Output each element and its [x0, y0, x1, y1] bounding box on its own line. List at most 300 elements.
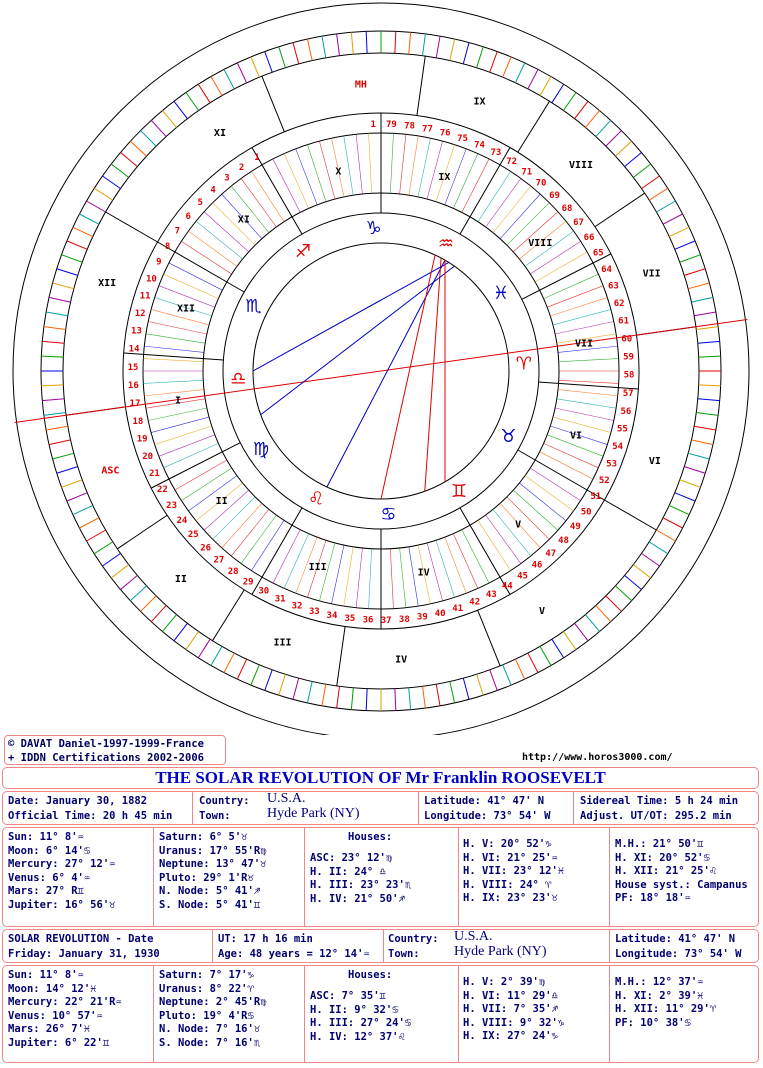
revolution-saturn: Saturn: 7° 17'♑: [159, 969, 254, 981]
degree-tick: [53, 453, 74, 459]
house-label: IV: [417, 567, 430, 579]
degree-tick: [606, 596, 622, 612]
degree-ray: [344, 136, 353, 195]
degree-number: 45: [517, 571, 528, 582]
degree-tick: [552, 639, 564, 658]
degree-number: 72: [506, 157, 518, 168]
website-link[interactable]: http://www.horos3000.com/: [522, 752, 673, 763]
degree-ray: [143, 359, 203, 362]
zodiac-sign-glyph: ♎: [230, 368, 247, 390]
degree-tick: [151, 120, 166, 136]
revolution-mc: M.H.: 12° 37'♒: [615, 976, 704, 988]
degree-ray: [418, 138, 430, 197]
degree-tick: [698, 341, 720, 343]
degree-ray: [164, 443, 219, 467]
degree-number: 51: [590, 492, 602, 502]
revolution-houses-col1: [310, 990, 411, 1044]
degree-tick: [337, 34, 340, 56]
degree-tick: [62, 480, 83, 488]
copyright-line-1: © DAVAT Daniel-1997-1999-France: [8, 738, 204, 750]
degree-tick: [174, 623, 187, 640]
degree-tick: [265, 52, 273, 73]
degree-tick: [102, 553, 120, 566]
natal-sidereal: Sidereal Time: 5 h 24 min: [580, 795, 739, 807]
revolution-house-5: H. V: 2° 39'♍: [463, 976, 546, 988]
degree-tick: [57, 467, 78, 474]
natal-asc: ASC: 23° 12'♍: [310, 852, 393, 864]
degree-tick: [663, 214, 683, 224]
degree-number: 59: [623, 352, 634, 363]
degree-ray: [559, 359, 619, 362]
revolution-houses-col2: [463, 976, 564, 1044]
degree-tick: [279, 47, 286, 68]
zodiac-sign-glyph: ♈: [515, 353, 532, 375]
revolution-venus: Venus: 10° 57'♒: [8, 1009, 103, 1022]
degree-tick: [656, 530, 675, 541]
degree-ray: [151, 417, 209, 433]
revolution-longitude: Longitude: 73° 54' W: [615, 948, 742, 960]
revolution-houses-title: Houses:: [348, 969, 393, 981]
natal-planets-col2: [159, 831, 266, 912]
degree-tick: [111, 164, 128, 177]
degree-tick: [503, 57, 511, 77]
natal-venus: Venus: 6° 4'♒: [8, 871, 91, 884]
degree-number: 15: [127, 362, 139, 373]
degree-number: 13: [131, 326, 142, 337]
revolution-jupiter: Jupiter: 6° 22'♊: [8, 1036, 110, 1049]
degree-number: 7: [174, 226, 181, 237]
degree-number: 46: [531, 560, 543, 571]
degree-number: 8: [164, 241, 171, 252]
degree-ray: [251, 171, 284, 221]
degree-number: 56: [620, 406, 632, 417]
revolution-planets-col1: [8, 969, 122, 1050]
degree-tick: [174, 101, 187, 118]
degree-tick: [641, 176, 659, 189]
degree-tick: [490, 52, 498, 73]
degree-number: 17: [129, 399, 141, 410]
revolution-age: Age: 48 years = 12° 14'♒: [218, 948, 370, 960]
degree-tick: [79, 214, 99, 224]
degree-tick: [94, 542, 113, 554]
degree-number: 25: [187, 530, 199, 541]
degree-ray: [143, 380, 203, 383]
degree-tick: [698, 399, 720, 401]
degree-number: 71: [521, 167, 533, 178]
degree-number: 61: [618, 316, 630, 327]
degree-tick: [625, 152, 642, 166]
degree-tick: [41, 356, 63, 357]
degree-tick: [94, 188, 113, 200]
degree-ray: [544, 274, 599, 298]
revolution-latitude: Latitude: 41° 47' N: [615, 933, 736, 945]
degree-ray: [550, 297, 607, 316]
degree-tick: [46, 312, 68, 316]
degree-ray: [453, 534, 477, 589]
degree-tick: [691, 297, 712, 302]
degree-ray: [559, 380, 619, 383]
degree-ray: [273, 159, 300, 212]
degree-number: 21: [149, 468, 160, 479]
degree-number: 4: [210, 185, 216, 196]
house-label: XII: [98, 278, 117, 290]
degree-number: 2: [238, 162, 245, 173]
degree-ray: [555, 408, 614, 420]
revolution-house-4: H. IV: 12° 37'♌: [310, 1030, 405, 1043]
revolution-house-7: H. VII: 7° 35'♐: [463, 1003, 558, 1015]
degree-tick: [515, 63, 524, 83]
degree-number: 55: [617, 424, 628, 435]
degree-tick: [463, 43, 469, 64]
degree-tick: [696, 327, 718, 330]
natal-country: U.S.A.: [267, 791, 306, 806]
natal-jupiter: Jupiter: 16° 56'♉: [8, 898, 116, 911]
degree-ray: [144, 346, 204, 352]
degree-tick: [699, 385, 721, 386]
degree-tick: [62, 255, 83, 263]
natal-latitude: Latitude: 41° 47' N: [424, 795, 545, 807]
degree-tick: [49, 297, 70, 302]
natal-house-system: House syst.: Campanus: [615, 878, 748, 891]
degree-number: 37: [380, 615, 392, 626]
natal-houses-col2: [463, 838, 564, 906]
degree-tick: [528, 653, 538, 673]
house-label: VI: [569, 430, 582, 442]
degree-ray: [284, 534, 308, 589]
degree-tick: [684, 467, 705, 474]
degree-number: 62: [613, 298, 625, 309]
natal-house-4: H. IV: 21° 50'♐: [310, 892, 405, 905]
degree-ray: [155, 426, 212, 445]
natal-date: Date: January 30, 1882: [8, 795, 148, 807]
degree-tick: [42, 341, 64, 343]
degree-tick: [540, 646, 551, 665]
degree-tick: [44, 413, 66, 416]
copyright-box: [4, 735, 226, 765]
degree-tick: [575, 623, 588, 640]
degree-number: 40: [434, 608, 446, 619]
degree-number: 39: [416, 612, 428, 623]
degree-ray: [319, 141, 335, 199]
degree-number: 77: [422, 124, 433, 135]
house-cusp: [478, 610, 500, 666]
degree-ray: [462, 159, 489, 212]
degree-ray: [356, 134, 362, 194]
degree-ray: [409, 136, 418, 195]
degree-tick: [141, 131, 157, 147]
house-label: XI: [213, 128, 226, 140]
natal-houses-title: Houses:: [348, 831, 393, 843]
degree-tick: [596, 605, 611, 621]
degree-ray: [427, 141, 443, 199]
natal-planets-col1: [8, 831, 115, 912]
natal-time: Official Time: 20 h 45 min: [8, 810, 173, 822]
zodiac-sign-glyph: ♓: [492, 283, 510, 305]
revolution-country-label: Country:: [388, 933, 439, 945]
natal-longitude: Longitude: 73° 54' W: [424, 810, 551, 822]
revolution-north-node: N. Node: 7° 16'♉: [159, 1023, 261, 1035]
degree-tick: [162, 615, 176, 632]
degree-tick: [211, 77, 222, 96]
degree-tick: [649, 542, 668, 554]
natal-mars: Mars: 27° R♊: [8, 885, 84, 897]
aspect-line: [261, 266, 455, 415]
degree-ray: [273, 530, 300, 583]
degree-tick: [503, 665, 511, 685]
degree-ray: [332, 545, 344, 604]
zodiac-sign-glyph: ♊: [450, 480, 467, 502]
degree-number: 26: [200, 543, 212, 554]
revolution-house-3: H. III: 27° 24'♋: [310, 1017, 412, 1029]
degree-tick: [151, 605, 166, 621]
degree-tick: [293, 678, 299, 699]
degree-number: 58: [623, 370, 635, 381]
degree-ray: [540, 452, 593, 479]
degree-ray: [369, 549, 372, 609]
degree-number: 69: [549, 190, 560, 201]
natal-mc: M.H.: 21° 50'♊: [615, 838, 704, 850]
degree-ray: [400, 134, 406, 194]
degree-number: 79: [385, 120, 397, 131]
revolution-label: SOLAR REVOLUTION - Date: [8, 933, 154, 945]
degree-tick: [251, 665, 259, 685]
revolution-pf: PF: 10° 38'♋: [615, 1016, 691, 1029]
degree-ray: [148, 408, 207, 420]
degree-tick: [279, 674, 286, 695]
revolution-country: U.S.A.: [454, 929, 493, 944]
house-label: IX: [473, 96, 486, 108]
degree-number: 1: [370, 120, 376, 131]
degree-tick: [615, 586, 631, 601]
revolution-uranus: Uranus: 8° 22'♈: [159, 982, 254, 995]
degree-tick: [684, 269, 705, 276]
degree-tick: [694, 312, 716, 316]
degree-tick: [102, 176, 120, 189]
degree-number: 16: [127, 380, 139, 391]
degree-number: 50: [580, 507, 592, 518]
house-label: VIII: [569, 159, 594, 171]
degree-tick: [463, 678, 469, 699]
degree-tick: [162, 111, 176, 128]
natal-house-5: H. V: 20° 52'♑: [463, 838, 552, 850]
house-label: VII: [642, 268, 661, 280]
degree-number: 63: [608, 281, 619, 292]
house-cusp: [522, 254, 611, 299]
degree-number: 64: [601, 264, 612, 275]
revolution-town: Hyde Park (NY): [454, 944, 547, 959]
house-label: V: [515, 519, 522, 531]
natal-mercury: Mercury: 27° 12'♒: [8, 858, 116, 870]
degree-tick: [656, 201, 675, 212]
degree-number: 31: [274, 594, 286, 605]
house-cusp: [595, 193, 645, 227]
degree-tick: [675, 241, 695, 249]
degree-number: 33: [308, 606, 320, 617]
degree-tick: [633, 565, 650, 578]
degree-tick: [490, 670, 498, 691]
degree-tick: [322, 684, 326, 706]
degree-ray: [544, 443, 599, 467]
house-cusp: [151, 443, 240, 488]
degree-number: 49: [569, 522, 581, 533]
degree-tick: [237, 63, 246, 83]
degree-ray: [159, 435, 215, 457]
degree-tick: [337, 686, 340, 708]
degree-tick: [186, 92, 199, 110]
house-label: X: [335, 166, 342, 178]
revolution-planets-col2: [159, 969, 266, 1050]
natal-pluto: Pluto: 29° 1'R♉: [159, 871, 254, 884]
degree-number: 78: [404, 121, 415, 132]
house-cusp: [106, 212, 158, 242]
degree-tick: [436, 684, 440, 706]
degree-number: 38: [398, 614, 410, 625]
revolution-house-11: H. XI: 2° 39'♓: [615, 989, 704, 1002]
degree-number: 53: [606, 459, 618, 470]
house-cusp: [417, 56, 425, 115]
revolution-house-12: H. XII: 11° 29'♈: [615, 1003, 717, 1015]
degree-tick: [606, 131, 622, 147]
degree-tick: [307, 39, 312, 60]
natal-house-12: H. XII: 21° 25'♌: [615, 865, 717, 877]
revolution-info-box: [2, 929, 759, 963]
revolution-positions-box: [2, 965, 759, 1063]
revolution-neptune: Neptune: 2° 45'R♍: [159, 996, 267, 1008]
degree-tick: [696, 413, 718, 416]
degree-tick: [121, 152, 138, 166]
degree-tick: [224, 653, 234, 673]
natal-adjust: Adjust. UT/OT: 295.2 min: [580, 810, 732, 822]
degree-tick: [436, 36, 440, 58]
degree-number: 32: [291, 601, 303, 612]
degree-tick: [395, 31, 396, 53]
revolution-houses-col3: [615, 976, 716, 1030]
degree-number: 42: [469, 597, 481, 608]
house-label: IX: [438, 172, 451, 184]
degree-tick: [366, 31, 367, 53]
degree-tick: [366, 689, 367, 711]
degree-number: 35: [344, 614, 356, 625]
degree-number: 23: [166, 500, 178, 511]
degree-tick: [691, 440, 712, 445]
natal-town-label: Town:: [199, 810, 231, 822]
degree-number: 73: [490, 148, 502, 159]
house-label: XI: [237, 214, 250, 226]
degree-tick: [53, 283, 74, 289]
degree-ray: [148, 322, 207, 334]
degree-tick: [67, 493, 87, 501]
degree-number: 75: [457, 133, 468, 144]
degree-tick: [615, 141, 631, 156]
degree-ray: [251, 520, 284, 570]
degree-ray: [390, 133, 393, 193]
degree-tick: [41, 385, 63, 386]
degree-tick: [585, 111, 599, 128]
natal-house-2: H. II: 24° ♎: [310, 865, 386, 878]
natal-house-8: H. VIII: 24° ♈: [463, 878, 552, 891]
page-title: THE SOLAR REVOLUTION OF Mr Franklin ROOSEVELT: [2, 767, 759, 789]
degree-tick: [237, 659, 246, 679]
degree-number: 22: [157, 485, 168, 496]
degree-ray: [146, 334, 205, 343]
degree-ray: [169, 263, 222, 290]
degree-number: 44: [501, 581, 513, 592]
revolution-house-6: H. VI: 11° 29'♎: [463, 989, 558, 1002]
revolution-ut: UT: 17 h 16 min: [218, 933, 313, 945]
degree-ray: [445, 537, 467, 593]
degree-ray: [478, 520, 511, 570]
degree-number: 57: [622, 388, 634, 399]
degree-ray: [356, 548, 362, 608]
degree-number: 30: [258, 586, 270, 597]
degree-ray: [478, 171, 511, 221]
house-cusp: [337, 626, 345, 685]
degree-ray: [557, 399, 616, 408]
degree-tick: [87, 530, 106, 541]
natal-uranus: Uranus: 17° 55'R♍: [159, 844, 267, 857]
natal-house-11: H. XI: 20° 52'♋: [615, 851, 710, 864]
degree-tick: [46, 426, 68, 430]
degree-tick: [585, 615, 599, 632]
zodiac-sign-glyph: ♏: [245, 296, 262, 318]
degree-number: 20: [142, 452, 154, 463]
degree-tick: [42, 399, 64, 401]
house-label: II: [174, 574, 187, 586]
degree-number: 11: [139, 291, 151, 302]
degree-ray: [530, 468, 580, 501]
degree-number: 3: [224, 173, 230, 184]
natal-south-node: S. Node: 5° 41'♊: [159, 898, 261, 911]
degree-tick: [649, 188, 668, 200]
house-cusp: [604, 500, 656, 530]
degree-ray: [307, 145, 326, 202]
degree-tick: [111, 565, 128, 578]
zodiac-sign-glyph: ♐: [295, 241, 312, 263]
house-label: VII: [574, 338, 594, 350]
degree-ray: [164, 274, 219, 298]
degree-tick: [307, 681, 312, 702]
degree-tick: [563, 631, 576, 649]
natal-positions-box: [2, 827, 759, 927]
degree-tick: [211, 646, 222, 665]
zodiac-sign-glyph: ♌: [308, 488, 325, 510]
natal-houses-col1: [310, 852, 411, 906]
natal-sun: Sun: 11° 8'♒: [8, 831, 84, 843]
degree-tick: [540, 77, 551, 96]
degree-tick: [699, 356, 721, 357]
degree-tick: [423, 34, 426, 56]
degree-number: 65: [592, 248, 604, 259]
house-label: ASC: [101, 465, 120, 477]
house-label: VI: [648, 455, 661, 467]
house-label: MH: [354, 79, 367, 91]
degree-tick: [515, 659, 524, 679]
natal-neptune: Neptune: 13° 47'♉: [159, 858, 267, 870]
degree-tick: [450, 39, 455, 60]
degree-tick: [694, 426, 716, 430]
degree-tick: [563, 92, 576, 110]
degree-tick: [675, 493, 695, 501]
degree-ray: [296, 149, 318, 205]
natal-north-node: N. Node: 5° 41'♐: [159, 885, 261, 897]
degree-tick: [669, 505, 689, 514]
degree-tick: [121, 575, 138, 589]
degree-ray: [390, 549, 393, 609]
zodiac-sign-glyph: ♉: [500, 425, 517, 447]
degree-ray: [547, 286, 603, 308]
revolution-town-label: Town:: [388, 948, 420, 960]
degree-ray: [181, 241, 231, 274]
